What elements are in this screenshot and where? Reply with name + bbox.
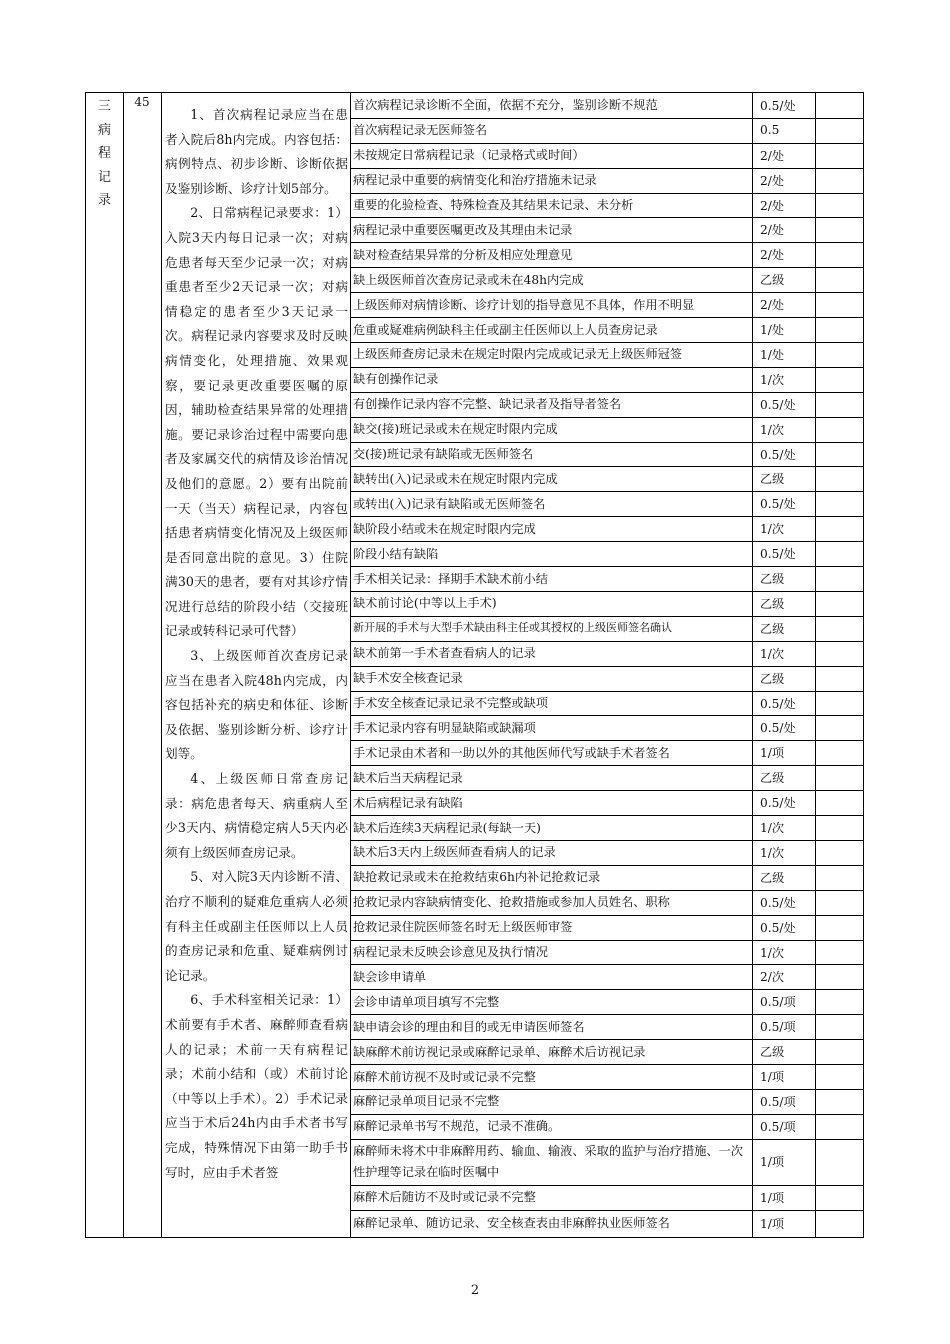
deduction-item: 缺对检查结果异常的分析及相应处理意见 — [353, 247, 573, 262]
deduction-value: 1/项 — [760, 1155, 785, 1170]
score-blank-cell — [815, 716, 863, 741]
score-cell: 45 — [134, 95, 150, 109]
deduction-value: 1/次 — [760, 372, 785, 387]
table-row — [350, 292, 863, 318]
deduction-value: 1/次 — [760, 945, 785, 960]
score-blank-cell — [815, 865, 863, 890]
deduction-value: 0.5 — [760, 123, 780, 138]
deduction-item: 术后病程记录有缺陷 — [353, 795, 463, 810]
score-blank-cell — [815, 1139, 863, 1185]
score-blank-cell — [815, 342, 863, 367]
table-row — [350, 1210, 863, 1237]
deduction-value: 2/处 — [760, 148, 785, 163]
deduction-value: 1/处 — [760, 347, 785, 362]
deduction-item: 上级医师查房记录未在规定时限内完成或记录无上级医师冠签 — [353, 347, 683, 362]
deduction-item: 麻醉术后随访不及时或记录不完整 — [353, 1190, 536, 1205]
standard-item: 1、首次病程记录应当在患者入院后8h内完成。内容包括：病例特点、初步诊断、诊断依据及鉴别诊断、诊疗计划5部分。 — [165, 107, 348, 196]
deduction-item: 交(接)班记录有缺陷或无医师签名 — [353, 447, 534, 462]
table-row — [350, 865, 863, 891]
deduction-value: 乙级 — [760, 870, 785, 885]
score-blank-cell — [815, 267, 863, 292]
category-cell — [86, 93, 123, 213]
deduction-item: 病程记录中重要的病情变化和治疗措施未记录 — [353, 173, 597, 188]
deduction-item: 病程记录未反映会诊意见及执行情况 — [353, 945, 548, 960]
table-row — [350, 541, 863, 567]
deduction-value: 0.5/处 — [760, 721, 796, 736]
deduction-item: 手术记录由术者和一助以外的其他医师代写或缺手术者签名 — [353, 745, 670, 760]
standard-item: 4、上级医师日常查房记录：病危患者每天、病重病人至少3天内、病情稳定病人5天内必须有上级医师查房记录。 — [165, 771, 348, 860]
deduction-value: 乙级 — [760, 596, 785, 611]
deduction-value: 2/处 — [760, 223, 785, 238]
deduction-item: 未按规定日常病程记录（记录格式或时间） — [353, 148, 585, 163]
table-row — [350, 1039, 863, 1065]
deduction-item: 缺术前讨论(中等以上手术) — [353, 596, 497, 611]
score-blank-cell — [815, 93, 863, 118]
score-blank-cell — [815, 840, 863, 865]
deduction-value: 2/处 — [760, 173, 785, 188]
table-row — [350, 491, 863, 517]
deduction-item: 会诊申请单项目填写不完整 — [353, 994, 500, 1009]
deduction-value: 乙级 — [760, 572, 785, 587]
score-blank-cell — [815, 1089, 863, 1114]
deduction-value: 0.5/处 — [760, 547, 796, 562]
table-row — [350, 317, 863, 343]
table-row — [350, 342, 863, 368]
table-row — [350, 641, 863, 667]
deduction-value: 2/处 — [760, 298, 785, 313]
score-blank-cell — [815, 790, 863, 815]
score-blank-cell — [815, 1039, 863, 1064]
deduction-value: 乙级 — [760, 1045, 785, 1060]
deduction-item: 首次病程记录诊断不全面，依据不充分，鉴别诊断不规范 — [353, 98, 658, 113]
table-row — [350, 815, 863, 841]
table-row — [350, 467, 863, 493]
score-blank-cell — [815, 317, 863, 342]
deduction-item: 抢救记录住院医师签名时无上级医师审签 — [353, 920, 573, 935]
deduction-item: 缺术后连续3天病程记录(每缺一天) — [353, 820, 541, 835]
deduction-value: 0.5/处 — [760, 895, 796, 910]
table-row — [350, 367, 863, 393]
deduction-value: 1/次 — [760, 646, 785, 661]
deduction-item: 缺手术安全核查记录 — [353, 671, 463, 686]
deduction-value: 0.5/处 — [760, 447, 796, 462]
table-row — [350, 1089, 863, 1115]
deduction-value: 乙级 — [760, 273, 785, 288]
deduction-value: 乙级 — [760, 621, 785, 636]
deduction-item: 缺交(接)班记录或未在规定时限内完成 — [353, 422, 558, 437]
table-row — [350, 1014, 863, 1040]
deduction-value: 0.5/处 — [760, 920, 796, 935]
category-char: 病 — [97, 122, 111, 138]
table-row — [350, 242, 863, 268]
score-blank-cell — [815, 516, 863, 541]
table-row — [350, 193, 863, 219]
score-blank-cell — [815, 890, 863, 915]
deduction-item: 手术安全核查记录记录不完整或缺项 — [353, 696, 548, 711]
score-blank-cell — [815, 491, 863, 516]
standard-item: 3、上级医师首次查房记录应当在患者入院48h内完成，内容包括补充的病史和体征、诊断及依据、鉴别诊断分析、诊疗计划等。 — [165, 648, 348, 762]
deduction-value: 1/次 — [760, 845, 785, 860]
table-row — [350, 940, 863, 966]
deduction-item: 有创操作记录内容不完整、缺记录者及指导者签名 — [353, 397, 622, 412]
score-blank-cell — [815, 442, 863, 467]
score-blank-cell — [815, 467, 863, 492]
table-row — [350, 93, 863, 119]
deduction-value: 0.5/处 — [760, 497, 796, 512]
table-row — [350, 516, 863, 542]
score-blank-cell — [815, 367, 863, 392]
score-blank-cell — [815, 915, 863, 940]
deduction-value: 0.5/项 — [760, 1119, 796, 1134]
deduction-item: 缺抢救记录或未在抢救结束6h内补记抢救记录 — [353, 870, 601, 885]
table-row — [350, 143, 863, 169]
score-blank-cell — [815, 541, 863, 566]
table-row — [350, 840, 863, 866]
deduction-item: 抢救记录内容缺病情变化、抢救措施或参加人员姓名、职称 — [353, 895, 670, 910]
deduction-value: 0.5/处 — [760, 796, 796, 811]
score-blank-cell — [815, 566, 863, 591]
score-blank-cell — [815, 118, 863, 143]
category-char: 程 — [97, 146, 111, 161]
deduction-item: 麻醉师未将术中非麻醉用药、输血、输液、采取的监护与治疗措施、一次性护理等记录在临时医嘱中 — [353, 1143, 743, 1179]
table-row — [350, 168, 863, 194]
deduction-item: 上级医师对病情诊断、诊疗计划的指导意见不具体，作用不明显 — [353, 297, 695, 312]
table-row — [350, 1185, 863, 1211]
table-row — [350, 765, 863, 791]
deduction-item: 缺阶段小结或未在规定时限内完成 — [353, 521, 536, 536]
deduction-value: 1/项 — [760, 1070, 785, 1085]
score-blank-cell — [815, 815, 863, 840]
table-row — [350, 989, 863, 1015]
deduction-item: 缺术后当天病程记录 — [353, 770, 463, 785]
deduction-item: 或转出(入)记录有缺陷或无医师签名 — [353, 496, 546, 511]
deduction-value: 乙级 — [760, 771, 785, 786]
table-row — [350, 666, 863, 692]
deduction-item: 危重或疑难病例缺科主任或副主任医师以上人员查房记录 — [353, 322, 658, 337]
table-row — [350, 1114, 863, 1140]
score-blank-cell — [815, 765, 863, 790]
table-row — [350, 392, 863, 418]
table-row — [350, 691, 863, 717]
table-row — [350, 716, 863, 742]
table-row — [350, 1064, 863, 1090]
score-blank-cell — [815, 417, 863, 442]
deduction-item: 缺转出(入)记录或未在规定时限内完成 — [353, 471, 558, 486]
score-blank-cell — [815, 965, 863, 990]
score-blank-cell — [815, 168, 863, 193]
deduction-item: 麻醉术前访视不及时或记录不完整 — [353, 1069, 536, 1084]
deduction-item: 缺申请会诊的理由和目的或无申请医师签名 — [353, 1019, 585, 1034]
standard-item: 5、对入院3天内诊断不清、治疗不顺利的疑难危重病人必须有科主任或副主任医师以上人员的查房记录和危重、疑难病例讨论记录。 — [165, 869, 348, 983]
score-blank-cell — [815, 1210, 863, 1237]
standard-item: 2、日常病程记录要求：1）入院3天内每日记录一次；对病危患者每天至少记录一次；对病重患者至少2天记录一次；对病情稳定的患者至少3天记录一次。病程记录内容要求及时反映病情变化，处理措施、效果观察，要记录更改重要医嘱的原因，辅助检查结果异常的处理措施。要记录诊治过程中需要向患者及家属交代的病情及诊治情况及他们的意愿。2）要有出院前一天（当天）病程记录，内容包括患者病情变化情况及上级医师是否同意出院的意见。3）住院满30天的患者，要有对其诊疗情况进行总结的阶段小结（交接班记录或转科记录可代替） — [165, 205, 348, 639]
deduction-value: 0.5/项 — [760, 995, 796, 1010]
score-blank-cell — [815, 591, 863, 616]
deduction-item: 手术相关记录：择期手术缺术前小结 — [353, 571, 548, 586]
deduction-item: 麻醉记录单、随访记录、安全核查表由非麻醉执业医师签名 — [353, 1216, 670, 1231]
score-blank-cell — [815, 1114, 863, 1139]
score-blank-cell — [815, 616, 863, 641]
standards-cell — [162, 93, 350, 1185]
score-blank-cell — [815, 218, 863, 243]
deduction-item: 缺有创操作记录 — [353, 372, 439, 387]
table-row — [350, 616, 863, 642]
score-blank-cell — [815, 641, 863, 666]
score-blank-cell — [815, 1185, 863, 1210]
score-blank-cell — [815, 143, 863, 168]
category-char: 录 — [97, 193, 111, 208]
table-row — [350, 591, 863, 617]
deduction-rows — [350, 93, 863, 1237]
deduction-item: 首次病程记录无医师签名 — [353, 123, 488, 138]
deduction-value: 1/次 — [760, 422, 785, 437]
deduction-item: 病程记录中重要医嘱更改及其理由未记录 — [353, 222, 573, 237]
table-row — [350, 790, 863, 816]
table-row — [350, 218, 863, 244]
deduction-item: 阶段小结有缺陷 — [353, 546, 439, 561]
score-blank-cell — [815, 1064, 863, 1089]
deduction-value: 0.5/项 — [760, 1020, 796, 1035]
page-number: 2 — [470, 1283, 480, 1298]
deduction-item: 缺术前第一手术者查看病人的记录 — [353, 646, 536, 661]
table-row — [350, 118, 863, 144]
deduction-value: 0.5/项 — [760, 1094, 796, 1109]
deduction-value: 1/处 — [760, 323, 785, 338]
scoring-table — [85, 92, 864, 1238]
table-row — [350, 267, 863, 293]
score-blank-cell — [815, 392, 863, 417]
score-blank-cell — [815, 292, 863, 317]
table-row — [350, 442, 863, 468]
table-row — [350, 417, 863, 443]
score-blank-cell — [815, 666, 863, 691]
score-blank-cell — [815, 940, 863, 965]
deduction-value: 2/次 — [760, 970, 785, 985]
deduction-item: 缺麻醉术前访视记录或麻醉记录单、麻醉术后访视记录 — [353, 1044, 646, 1059]
deduction-value: 2/处 — [760, 198, 785, 213]
deduction-item: 新开展的手术与大型手术缺由科主任或其授权的上级医师签名确认 — [353, 621, 672, 635]
deduction-value: 1/项 — [760, 1216, 785, 1231]
deduction-value: 0.5/处 — [760, 696, 796, 711]
category-char: 三 — [97, 99, 111, 114]
standard-item: 6、手术科室相关记录：1）术前要有手术者、麻醉师查看病人的记录；术前一天有病程记录；术前小结和（或）术前讨论（中等以上手术）。2）手术记录应当于术后24h内由手术者书写完成，特殊情况下由第一助手书写时，应由手术者签 — [165, 992, 348, 1180]
deduction-item: 重要的化验检查、特殊检查及其结果未记录、未分析 — [353, 198, 634, 213]
deduction-value: 1/项 — [760, 746, 785, 761]
deduction-value: 乙级 — [760, 671, 785, 686]
table-row — [350, 740, 863, 766]
table-row — [350, 1139, 863, 1186]
deduction-value: 乙级 — [760, 472, 785, 487]
deduction-value: 1/次 — [760, 821, 785, 836]
category-char: 记 — [97, 169, 111, 185]
deduction-item: 缺上级医师首次查房记录或未在48h内完成 — [353, 272, 584, 287]
deduction-value: 1/次 — [760, 522, 785, 537]
score-blank-cell — [815, 242, 863, 267]
score-blank-cell — [815, 740, 863, 765]
score-blank-cell — [815, 193, 863, 218]
score-blank-cell — [815, 989, 863, 1014]
deduction-value: 0.5/处 — [760, 397, 796, 412]
table-row — [350, 890, 863, 916]
deduction-item: 麻醉记录单书写不规范，记录不准确。 — [353, 1119, 561, 1134]
score-blank-cell — [815, 691, 863, 716]
table-row — [350, 566, 863, 592]
table-row — [350, 915, 863, 941]
score-blank-cell — [815, 1014, 863, 1039]
deduction-value: 1/项 — [760, 1190, 785, 1205]
deduction-value: 0.5/处 — [760, 98, 796, 113]
deduction-item: 麻醉记录单项目记录不完整 — [353, 1094, 500, 1109]
deduction-value: 2/处 — [760, 248, 785, 263]
deduction-item: 手术记录内容有明显缺陷或缺漏项 — [353, 720, 536, 735]
deduction-item: 缺术后3天内上级医师查看病人的记录 — [353, 845, 556, 860]
table-row — [350, 965, 863, 991]
column-divider — [123, 93, 124, 1237]
deduction-item: 缺会诊申请单 — [353, 969, 427, 984]
